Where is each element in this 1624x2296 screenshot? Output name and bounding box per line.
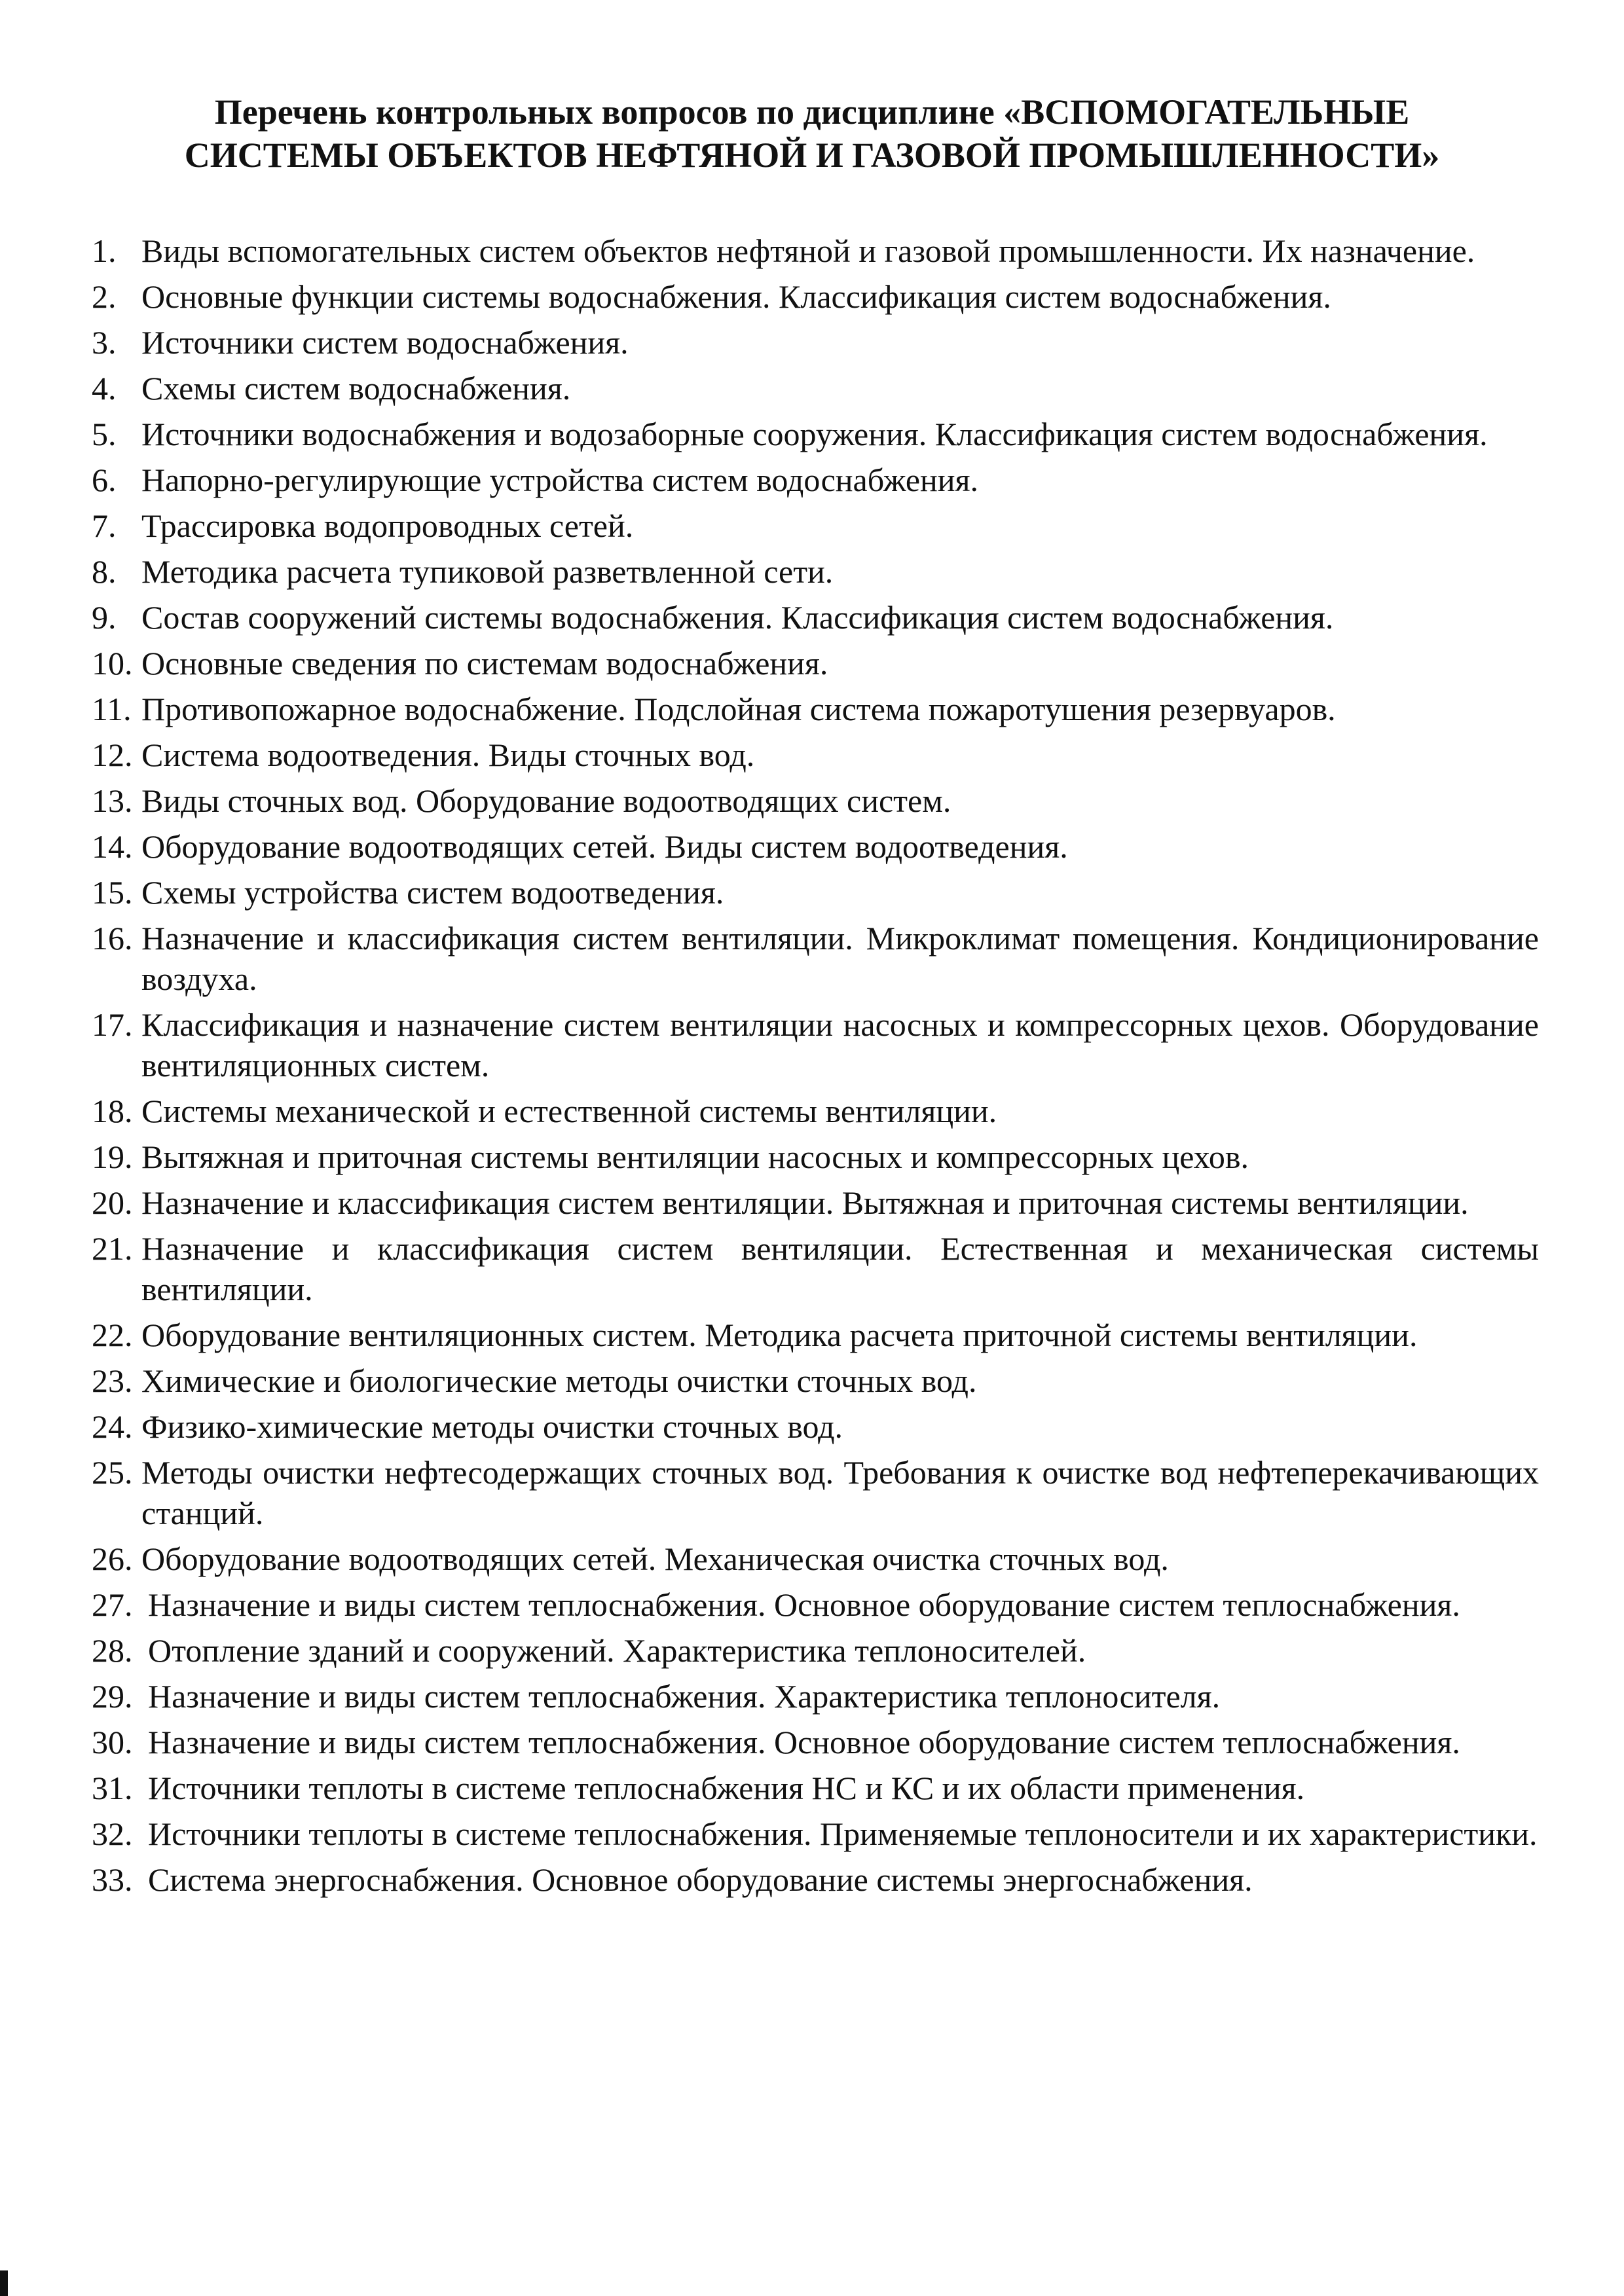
list-item — [92, 918, 1539, 999]
list-item — [92, 1406, 1539, 1447]
question-text: Отопление зданий и сооружений. Характеристика теплоносителей. — [148, 1632, 1086, 1669]
question-number: 10. — [92, 645, 133, 682]
question-number: 20. — [92, 1184, 133, 1221]
list-item — [92, 551, 1539, 592]
list-item — [92, 1539, 1539, 1579]
question-number: 28. — [92, 1632, 133, 1669]
question-text: Схемы систем водоснабжения. — [141, 370, 571, 407]
question-text: Физико-химические методы очистки сточных вод. — [141, 1408, 843, 1445]
question-text: Оборудование вентиляционных систем. Методика расчета приточной системы вентиляции. — [141, 1317, 1418, 1353]
question-text: Виды сточных вод. Оборудование водоотводящих систем. — [141, 782, 951, 819]
question-number: 17. — [92, 1006, 133, 1043]
question-number: 15. — [92, 874, 133, 911]
list-item — [92, 460, 1539, 500]
question-text: Схемы устройства систем водоотведения. — [141, 874, 724, 911]
question-number: 18. — [92, 1093, 133, 1129]
question-number: 12. — [92, 737, 133, 773]
question-number: 3. — [92, 324, 117, 361]
question-number: 13. — [92, 782, 133, 819]
question-text: Основные функции системы водоснабжения. Классификация систем водоснабжения. — [141, 278, 1331, 315]
list-item — [92, 597, 1539, 638]
question-number: 2. — [92, 278, 117, 315]
list-item — [92, 1004, 1539, 1085]
question-text: Напорно-регулирующие устройства систем водоснабжения. — [141, 462, 979, 498]
list-item — [92, 735, 1539, 775]
question-text: Назначение и виды систем теплоснабжения. Основное оборудование систем теплоснабжения. — [148, 1724, 1460, 1760]
question-number: 29. — [92, 1678, 133, 1715]
question-number: 19. — [92, 1139, 133, 1175]
question-text: Методика расчета тупиковой разветвленной сети. — [141, 553, 834, 590]
question-number: 8. — [92, 553, 117, 590]
question-number: 25. — [92, 1454, 133, 1491]
list-item — [92, 1722, 1539, 1762]
question-number: 27. — [92, 1586, 133, 1623]
question-number: 14. — [92, 828, 133, 865]
list-item — [92, 368, 1539, 409]
question-number: 31. — [92, 1770, 133, 1806]
list-item — [92, 1228, 1539, 1309]
question-text: Назначение и виды систем теплоснабжения. Характеристика теплоносителя. — [148, 1678, 1221, 1715]
question-text: Назначение и виды систем теплоснабжения. Основное оборудование систем теплоснабжения. — [148, 1586, 1460, 1623]
question-number: 22. — [92, 1317, 133, 1353]
list-item — [92, 322, 1539, 363]
list-item — [92, 1360, 1539, 1401]
question-text: Источники водоснабжения и водозаборные сооружения. Классификация систем водоснабжения. — [141, 416, 1488, 452]
list-item — [92, 826, 1539, 867]
question-number: 1. — [92, 232, 117, 269]
list-item — [92, 414, 1539, 454]
question-number: 21. — [92, 1230, 133, 1267]
scan-edge-mark — [0, 2270, 8, 2296]
question-text: Источники теплоты в системе теплоснабжения НС и КС и их области применения. — [148, 1770, 1305, 1806]
list-item — [92, 1452, 1539, 1533]
question-text: Вытяжная и приточная системы вентиляции насосных и компрессорных цехов. — [141, 1139, 1249, 1175]
list-item — [92, 1137, 1539, 1177]
question-text: Классификация и назначение систем вентиляции насосных и компрессорных цехов. Оборудование вентиляционных систем. — [141, 1006, 1539, 1084]
question-text: Система водоотведения. Виды сточных вод. — [141, 737, 755, 773]
list-item — [92, 1182, 1539, 1223]
list-item — [92, 872, 1539, 913]
question-text: Виды вспомогательных систем объектов нефтяной и газовой промышленности. Их назначение. — [141, 232, 1475, 269]
question-number: 4. — [92, 370, 117, 407]
list-item — [92, 1315, 1539, 1355]
question-text: Оборудование водоотводящих сетей. Виды систем водоотведения. — [141, 828, 1068, 865]
question-number: 30. — [92, 1724, 133, 1760]
document-title — [98, 90, 1526, 177]
list-item — [92, 1091, 1539, 1131]
question-text: Назначение и классификация систем вентиляции. Вытяжная и приточная системы вентиляции. — [141, 1184, 1469, 1221]
question-text: Противопожарное водоснабжение. Подслойная система пожаротушения резервуаров. — [141, 691, 1336, 727]
question-text: Химические и биологические методы очистки сточных вод. — [141, 1362, 977, 1399]
list-item — [92, 1676, 1539, 1717]
list-item — [92, 1813, 1539, 1854]
title-line-2: СИСТЕМЫ ОБЪЕКТОВ НЕФТЯНОЙ И ГАЗОВОЙ ПРОМЫШЛЕННОСТИ» — [184, 136, 1440, 175]
question-text: Трассировка водопроводных сетей. — [141, 507, 634, 544]
question-number: 23. — [92, 1362, 133, 1399]
list-item — [92, 689, 1539, 729]
question-text: Назначение и классификация систем вентиляции. Микроклимат помещения. Кондиционирование воздуха. — [141, 920, 1539, 997]
title-line-1: Перечень контрольных вопросов по дисциплине «ВСПОМОГАТЕЛЬНЫЕ — [214, 92, 1410, 132]
question-text: Назначение и классификация систем вентиляции. Естественная и механическая системы вентиляции. — [141, 1230, 1539, 1307]
question-number: 9. — [92, 599, 117, 636]
question-text: Методы очистки нефтесодержащих сточных вод. Требования к очистке вод нефтеперекачивающих станций. — [141, 1454, 1539, 1531]
question-text: Оборудование водоотводящих сетей. Механическая очистка сточных вод. — [141, 1540, 1169, 1577]
question-text: Источники теплоты в системе теплоснабжения. Применяемые теплоносители и их характеристики. — [148, 1815, 1538, 1852]
list-item — [92, 1630, 1539, 1671]
list-item — [92, 780, 1539, 821]
list-item — [92, 505, 1539, 546]
question-number: 6. — [92, 462, 117, 498]
question-number: 7. — [92, 507, 117, 544]
question-list — [92, 230, 1539, 1905]
list-item — [92, 1859, 1539, 1900]
list-item — [92, 230, 1539, 271]
question-number: 26. — [92, 1540, 133, 1577]
question-number: 11. — [92, 691, 132, 727]
list-item — [92, 1768, 1539, 1808]
question-text: Источники систем водоснабжения. — [141, 324, 629, 361]
question-text: Состав сооружений системы водоснабжения. Классификация систем водоснабжения. — [141, 599, 1334, 636]
question-number: 5. — [92, 416, 117, 452]
question-number: 16. — [92, 920, 133, 957]
question-number: 24. — [92, 1408, 133, 1445]
question-text: Основные сведения по системам водоснабжения. — [141, 645, 828, 682]
question-number: 32. — [92, 1815, 133, 1852]
list-item — [92, 1584, 1539, 1625]
question-text: Система энергоснабжения. Основное оборудование системы энергоснабжения. — [148, 1861, 1253, 1898]
question-text: Системы механической и естественной системы вентиляции. — [141, 1093, 997, 1129]
list-item — [92, 643, 1539, 683]
list-item — [92, 276, 1539, 317]
question-number: 33. — [92, 1861, 133, 1898]
